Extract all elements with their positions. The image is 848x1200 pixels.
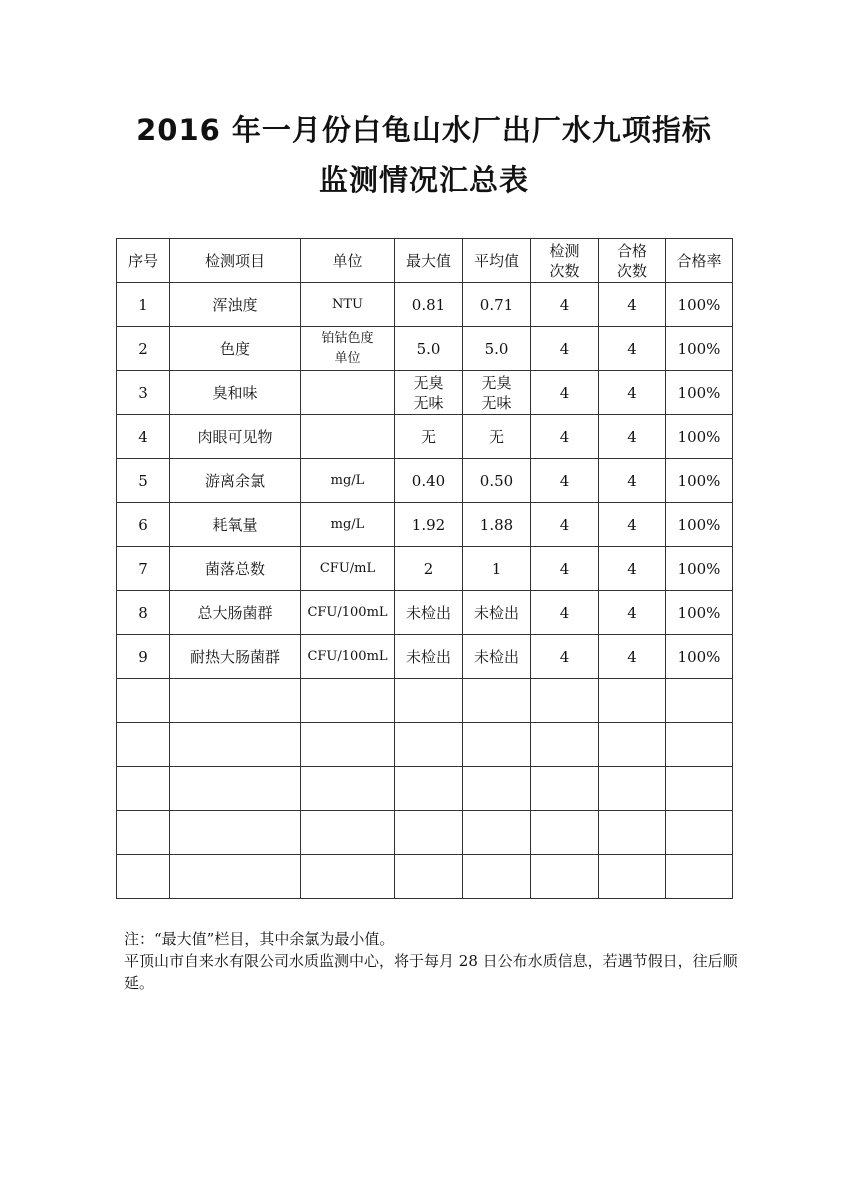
- cell-avg: [463, 723, 531, 767]
- cell-item: [170, 811, 301, 855]
- cell-test-count: 4: [531, 283, 599, 327]
- cell-item: 肉眼可见物: [170, 415, 301, 459]
- cell-pass-count: 4: [599, 635, 666, 679]
- cell-unit: [301, 371, 395, 415]
- cell-max: 未检出: [395, 635, 463, 679]
- cell-unit: 铂钴色度 单位: [301, 327, 395, 371]
- cell-max: 0.40: [395, 459, 463, 503]
- table-row: [117, 723, 733, 767]
- cell-avg: 无臭 无味: [463, 371, 531, 415]
- header-cell-pass-count: 合格 次数: [599, 239, 666, 283]
- cell-avg: [463, 855, 531, 899]
- cell-pass-rate: [666, 811, 733, 855]
- cell-avg: 无: [463, 415, 531, 459]
- cell-item: [170, 767, 301, 811]
- table-row: [117, 679, 733, 723]
- cell-test-count: [531, 723, 599, 767]
- cell-index: 1: [117, 283, 170, 327]
- table-row: [117, 415, 733, 459]
- cell-max: 未检出: [395, 591, 463, 635]
- table-row: [117, 591, 733, 635]
- cell-pass-count: [599, 723, 666, 767]
- cell-unit: CFU/mL: [301, 547, 395, 591]
- cell-unit: [301, 811, 395, 855]
- cell-unit: [301, 855, 395, 899]
- cell-max: [395, 679, 463, 723]
- cell-pass-rate: 100%: [666, 459, 733, 503]
- table-row: [117, 811, 733, 855]
- document-title-line2: 监测情况汇总表: [318, 163, 529, 197]
- cell-test-count: 4: [531, 503, 599, 547]
- cell-pass-rate: [666, 679, 733, 723]
- table-row: [117, 283, 733, 327]
- cell-item: 臭和味: [170, 371, 301, 415]
- cell-item: 耗氧量: [170, 503, 301, 547]
- cell-max: 2: [395, 547, 463, 591]
- cell-item: 色度: [170, 327, 301, 371]
- cell-unit: mg/L: [301, 459, 395, 503]
- table-row: [117, 635, 733, 679]
- cell-test-count: 4: [531, 547, 599, 591]
- cell-avg: [463, 679, 531, 723]
- cell-item: [170, 679, 301, 723]
- cell-index: [117, 679, 170, 723]
- cell-pass-count: 4: [599, 503, 666, 547]
- cell-pass-count: 4: [599, 415, 666, 459]
- cell-index: [117, 723, 170, 767]
- cell-max: 0.81: [395, 283, 463, 327]
- cell-pass-rate: [666, 723, 733, 767]
- cell-test-count: 4: [531, 591, 599, 635]
- cell-max: [395, 811, 463, 855]
- cell-index: 4: [117, 415, 170, 459]
- header-cell-pass-rate: 合格率: [666, 239, 733, 283]
- cell-pass-rate: 100%: [666, 371, 733, 415]
- cell-item: 耐热大肠菌群: [170, 635, 301, 679]
- cell-item: [170, 723, 301, 767]
- table-row: [117, 371, 733, 415]
- cell-test-count: [531, 855, 599, 899]
- table-row: [117, 767, 733, 811]
- table-header-row: [117, 239, 733, 283]
- cell-pass-rate: [666, 767, 733, 811]
- footnote-line-2: 平顶山市自来水有限公司水质监测中心，将于每月 28 日公布水质信息，若遇节假日，往后顺延。: [124, 952, 738, 992]
- header-cell-unit: 单位: [301, 239, 395, 283]
- cell-pass-count: [599, 679, 666, 723]
- cell-pass-rate: 100%: [666, 415, 733, 459]
- cell-pass-rate: 100%: [666, 591, 733, 635]
- cell-item: 浑浊度: [170, 283, 301, 327]
- cell-max: 无臭 无味: [395, 371, 463, 415]
- document-title-line1: 2016 年一月份白龟山水厂出厂水九项指标: [136, 113, 712, 147]
- cell-test-count: 4: [531, 371, 599, 415]
- cell-pass-rate: 100%: [666, 503, 733, 547]
- cell-pass-rate: 100%: [666, 283, 733, 327]
- cell-index: 9: [117, 635, 170, 679]
- cell-index: [117, 855, 170, 899]
- cell-max: [395, 767, 463, 811]
- table-row: [117, 459, 733, 503]
- header-cell-item: 检测项目: [170, 239, 301, 283]
- cell-index: 8: [117, 591, 170, 635]
- cell-test-count: 4: [531, 635, 599, 679]
- cell-pass-count: [599, 767, 666, 811]
- cell-unit: CFU/100mL: [301, 591, 395, 635]
- cell-avg: 未检出: [463, 635, 531, 679]
- cell-test-count: [531, 679, 599, 723]
- cell-unit: CFU/100mL: [301, 635, 395, 679]
- cell-max: 5.0: [395, 327, 463, 371]
- cell-test-count: 4: [531, 327, 599, 371]
- cell-avg: 0.50: [463, 459, 531, 503]
- header-cell-max: 最大值: [395, 239, 463, 283]
- header-cell-test-count: 检测 次数: [531, 239, 599, 283]
- table-row: [117, 503, 733, 547]
- water-quality-table: [116, 238, 733, 899]
- cell-avg: 1.88: [463, 503, 531, 547]
- table-row: [117, 547, 733, 591]
- header-cell-avg: 平均值: [463, 239, 531, 283]
- cell-pass-count: 4: [599, 283, 666, 327]
- cell-index: 2: [117, 327, 170, 371]
- cell-test-count: [531, 811, 599, 855]
- cell-avg: [463, 811, 531, 855]
- cell-avg: 0.71: [463, 283, 531, 327]
- cell-index: [117, 767, 170, 811]
- cell-unit: mg/L: [301, 503, 395, 547]
- cell-pass-count: 4: [599, 371, 666, 415]
- cell-avg: 未检出: [463, 591, 531, 635]
- table-row: [117, 327, 733, 371]
- cell-index: 6: [117, 503, 170, 547]
- cell-pass-count: 4: [599, 547, 666, 591]
- cell-pass-count: 4: [599, 459, 666, 503]
- cell-pass-count: [599, 811, 666, 855]
- cell-unit: [301, 415, 395, 459]
- cell-pass-rate: 100%: [666, 547, 733, 591]
- cell-item: 游离余氯: [170, 459, 301, 503]
- cell-unit: [301, 723, 395, 767]
- cell-avg: 1: [463, 547, 531, 591]
- cell-index: 5: [117, 459, 170, 503]
- cell-test-count: 4: [531, 415, 599, 459]
- footnote-line-1: 注：“最大值”栏目，其中余氯为最小值。: [124, 930, 395, 948]
- cell-pass-count: [599, 855, 666, 899]
- cell-avg: 5.0: [463, 327, 531, 371]
- cell-item: [170, 855, 301, 899]
- cell-max: 无: [395, 415, 463, 459]
- cell-pass-rate: 100%: [666, 635, 733, 679]
- cell-unit: [301, 679, 395, 723]
- cell-pass-rate: [666, 855, 733, 899]
- cell-avg: [463, 767, 531, 811]
- cell-index: 3: [117, 371, 170, 415]
- cell-pass-count: 4: [599, 327, 666, 371]
- cell-pass-rate: 100%: [666, 327, 733, 371]
- cell-unit: [301, 767, 395, 811]
- table-row: [117, 855, 733, 899]
- cell-item: 总大肠菌群: [170, 591, 301, 635]
- cell-max: [395, 855, 463, 899]
- cell-test-count: [531, 767, 599, 811]
- cell-unit: NTU: [301, 283, 395, 327]
- cell-index: 7: [117, 547, 170, 591]
- cell-index: [117, 811, 170, 855]
- header-cell-index: 序号: [117, 239, 170, 283]
- cell-item: 菌落总数: [170, 547, 301, 591]
- footnote: [124, 928, 744, 994]
- cell-test-count: 4: [531, 459, 599, 503]
- cell-max: [395, 723, 463, 767]
- cell-max: 1.92: [395, 503, 463, 547]
- cell-pass-count: 4: [599, 591, 666, 635]
